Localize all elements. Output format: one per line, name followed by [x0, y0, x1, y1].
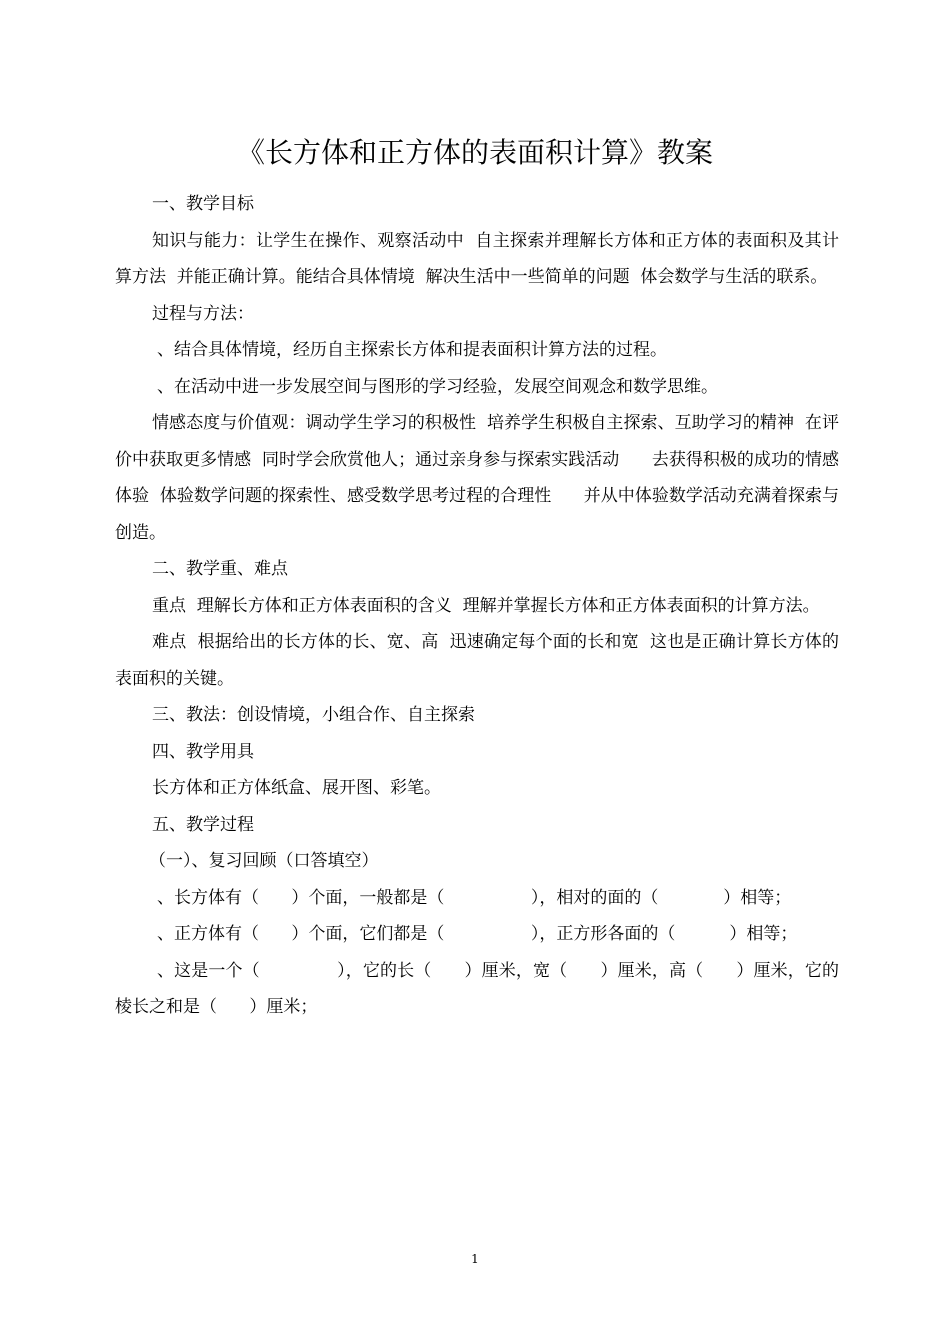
- exercise-item-cuboid: 、长方体有（ ）个面，一般都是（ ），相对的面的（ ）相等；: [157, 887, 792, 908]
- paragraph-attitude-values: 情感态度与价值观：调动学生学习的积极性 培养学生积极自主探索、互助学习的精神 在评价中获取更多情感 同时学会欣赏他人；通过亲身参与探索实践活动 去获得积极的成功的情感体验 体验数学问题的探索性、感受数学思考过程的合理性 并从中体验数学活动充满着探索与创造。: [115, 413, 839, 543]
- list-item-process-2: 、在活动中进一步发展空间与图形的学习经验，发展空间观念和数学思维。: [157, 376, 718, 397]
- section-heading-teaching-method: 三、教法：创设情境，小组合作、自主探索: [152, 705, 475, 725]
- paragraph-teaching-tools: 长方体和正方体纸盒、展开图、彩笔。: [152, 778, 441, 798]
- paragraph-difficult-point: 难点 根据给出的长方体的长、宽、高 迅速确定每个面的长和宽 这也是正确计算长方体的表面积的关键。: [115, 632, 839, 689]
- exercise-item-cube: 、正方体有（ ）个面，它们都是（ ），正方形各面的（ ）相等；: [157, 924, 798, 944]
- document-body: [115, 186, 839, 1026]
- page-number: 1: [471, 1252, 479, 1266]
- paragraph-process-method: 过程与方法：: [152, 303, 254, 324]
- paragraph-key-point: 重点 理解长方体和正方体表面积的含义 理解并掌握长方体和正方体表面积的计算方法。: [152, 595, 820, 616]
- section-heading-teaching-process: 五、教学过程: [152, 814, 254, 835]
- document-title: 《长方体和正方体的表面积计算》教案: [236, 136, 713, 169]
- paragraph-knowledge-ability: 知识与能力：让学生在操作、观察活动中 自主探索并理解长方体和正方体的表面积及其计算方法 并能正确计算。能结合具体情境 解决生活中一些简单的问题 体会数学与生活的联系。: [115, 230, 839, 287]
- exercise-item-edges: 、这是一个（ ），它的长（ ）厘米，宽（ ）厘米，高（ ）厘米，它的棱长之和是（ ）厘米；: [115, 960, 839, 1017]
- section-heading-teaching-tools: 四、教学用具: [152, 741, 254, 762]
- list-item-process-1: 、结合具体情境，经历自主探索长方体和提表面积计算方法的过程。: [157, 340, 667, 360]
- section-heading-objectives: 一、教学目标: [152, 194, 254, 214]
- section-heading-key-points: 二、教学重、难点: [152, 559, 288, 579]
- subsection-heading-review: （一）、复习回顾（口答填空）: [149, 851, 379, 871]
